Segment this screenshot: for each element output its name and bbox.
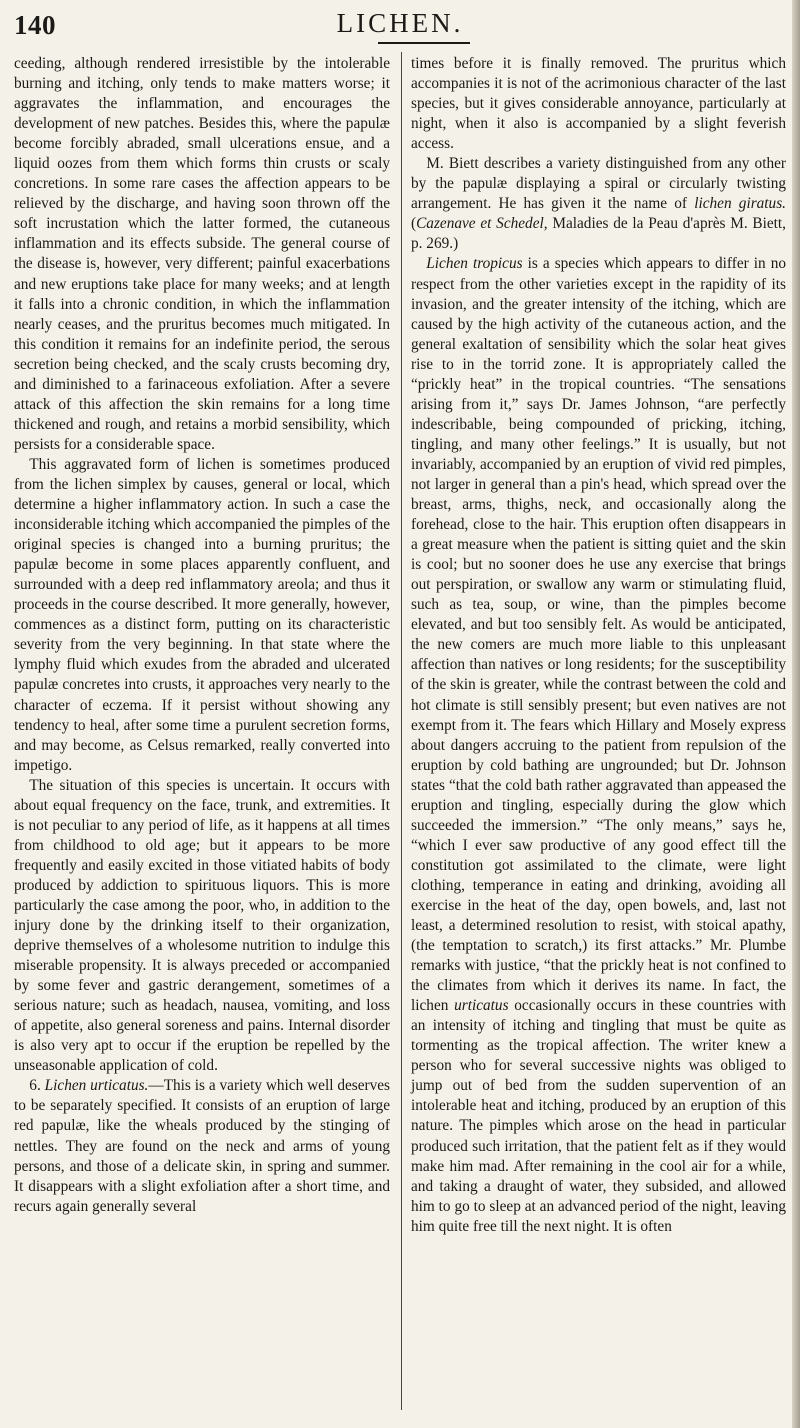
paragraph-text: M. Biett describes a variety distinguished from any other by the papulæ displaying a spiral or circularly twisting arrangement. He has given it the name of	[411, 155, 786, 213]
paragraph: times before it is finally removed. The pruritus which accompanies it is not of the acrimonious character of the last species, but it gives considerable annoyance, particularly at night, when it also is accompanied by a slight feverish access.	[411, 55, 786, 153]
paragraph-text: (	[411, 215, 417, 233]
section-number: 6.	[29, 1077, 45, 1095]
paragraph	[411, 254, 786, 1236]
header-rule	[378, 42, 470, 44]
page-edge-shadow	[792, 0, 800, 1428]
page-number: 140	[14, 10, 56, 40]
paragraph	[411, 154, 786, 254]
right-column	[411, 54, 786, 1237]
paragraph-text: —This is a variety which well deserves to be separately specified. It consists of an eruption of large red papulæ, like the wheals produced by the stinging of nettles. They are found on the neck and arms of young persons, and those of a delicate skin, in spring and summer. It disappears with a slight exfoliation after a short time, and recurs again generally several	[14, 1077, 390, 1215]
running-head: LICHEN.	[336, 8, 464, 38]
term: urticatus	[454, 997, 509, 1015]
section-heading: Lichen urticatus.	[44, 1077, 149, 1095]
paragraph-text: is a species which appears to differ in no respect from the other varieties except in the rapidity of its invasion, and the greater intensity of the itching, which are caused by the high activity of the cutaneous action, and the general exaltation of sensibility which the solar heat gives rise to in the torrid zone. It is appropriately called the “prickly heat” in the tropical countries. “The sensations arising from it,” says Dr. James Johnson, “are perfectly indescribable, being compounded of pricking, itching, tingling, and many other feelings.” It is usually, but not invariably, accompanied by an eruption of vivid red pimples, not larger in general than a pin's head, which spread over the breast, arms, thighs, neck, and occasionally along the forehead, close to the hair. This eruption often disappears in a great measure when the patient is sitting quiet and the skin is cool; but no sooner does he use any exercise that brings out perspiration, or swallow any warm or stimulating fluid, such as tea, soup, or wine, than the pimples become elevated, and but too sensibly felt. As would be anticipated, the new comers are much more liable to this unpleasant affection than natives or long residents; for the susceptibility of the skin is greater, while the contrast between the cold and hot climate is still sensibly present; but even natives are not exempt from it. The fears which Hillary and Mosely express about dangers accruing to the patient from repulsion of the eruption by cold bathing are ungrounded; but Dr. Johnson states “that the cold bath rather aggravated than appeased the eruption and tingling, especially during the glow which succeeded the immersion.” “The only means,” says he, “which I ever saw productive of any good effect till the constitution got assimilated to the climate, were light clothing, temperance in eating and drinking, avoiding all exercise in the heat of the day, open bowels, and, last not least, a determined resolution to resist, with stoical apathy, (the temptation to scratch,) its first attacks.” Mr. Plumbe remarks with justice, “that the prickly heat is not confined to the climates from which it derives its name. In fact, the lichen	[411, 255, 787, 1015]
term: Lichen tropicus	[426, 255, 523, 273]
paragraph: This aggravated form of lichen is sometimes produced from the lichen simplex by causes, general or local, which determine a higher inflammatory action. In such a case the inconsiderable itching which accompanied the pimples of the original species is changed into a burning pruritus; the papulæ become in some places apparently confluent, and surrounded with a deep red inflammatory areola; and thus it proceeds in the course described. It more generally, however, commences as a distinct form, putting on its characteristic severity from the very beginning. In that state where the lymphy fluid which exudes from the abraded and ulcerated papulæ concretes into crusts, it approaches very nearly to the character of eczema. If it persist without showing any tendency to heal, after some time a purulent secretion forms, and may become, as Celsus remarked, really converted into impetigo.	[14, 455, 390, 774]
left-column	[14, 54, 390, 1217]
paragraph: The situation of this species is uncertain. It occurs with about equal frequency on the face, trunk, and extremities. It is not peculiar to any period of life, as it happens at all times from childhood to old age; but it appears to be more frequently and easily excited in those vitiated habits of body produced by addiction to spirituous liquors. This is more particularly the case among the poor, who, in addition to the injury done by the drinking itself to their organization, deprive themselves of a wholesome nutrition to indulge this miserable propensity. It is always preceded or accompanied by some fever and gastric derangement, sometimes of a serious nature; such as headach, nausea, vomiting, and loss of appetite, also general soreness and pains. Internal disorder is also very apt to occur if the eruption be repelled by the unseasonable application of cold.	[14, 776, 390, 1075]
column-divider	[401, 52, 402, 1410]
term: lichen giratus.	[694, 195, 786, 213]
reference: Cazenave et Schedel,	[416, 215, 548, 233]
paragraph	[14, 1076, 390, 1216]
paragraph-text: occasionally occurs in these countries with an intensity of itching and tingling that must be quite as tormenting as the tropical affection. The writer knew a person who for several successive nights was obliged to jump out of bed from the sudden supervention of an intolerable heat and itching, produced by an eruption of this nature. The pimples which arose on the head in particular produced such irritation, that the patient felt as if they would make him mad. After remaining in the cool air for a while, and taking a draught of water, they subsided, and allowed him to go to sleep at an advanced period of the night, leaving him quite free till the next night. It is often	[411, 997, 787, 1235]
paragraph-text: Maladies de la Peau d'après M. Biett, p. 269.)	[411, 215, 786, 253]
paragraph: ceeding, although rendered irresistible by the intolerable burning and itching, only tends to make matters worse; it aggravates the inflammation, and encourages the development of new patches. Besides this, where the papulæ become forcibly abraded, small ulcerations ensue, and a liquid oozes from them which forms thin crusts or scaly concretions. In some rare cases the affection appears to be relieved by the discharge, and having soon thrown off the soft incrustation which the latter formed, the cutaneous inflammation and its effects subside. The general course of the disease is, however, very different; painful exacerbations and new eruptions take place for many weeks; and at length it falls into a chronic condition, in which the inflammation nearly ceases, and the pruritus becomes much mitigated. In this condition it remains for an indefinite period, the serous secretion being checked, and the scaly crusts becoming dry, and diminished to a farinaceous exfoliation. After a severe attack of this affection the skin remains for a long time thickened and rough, and retains a morbid sensibility, which persists for a considerable space.	[14, 55, 390, 453]
